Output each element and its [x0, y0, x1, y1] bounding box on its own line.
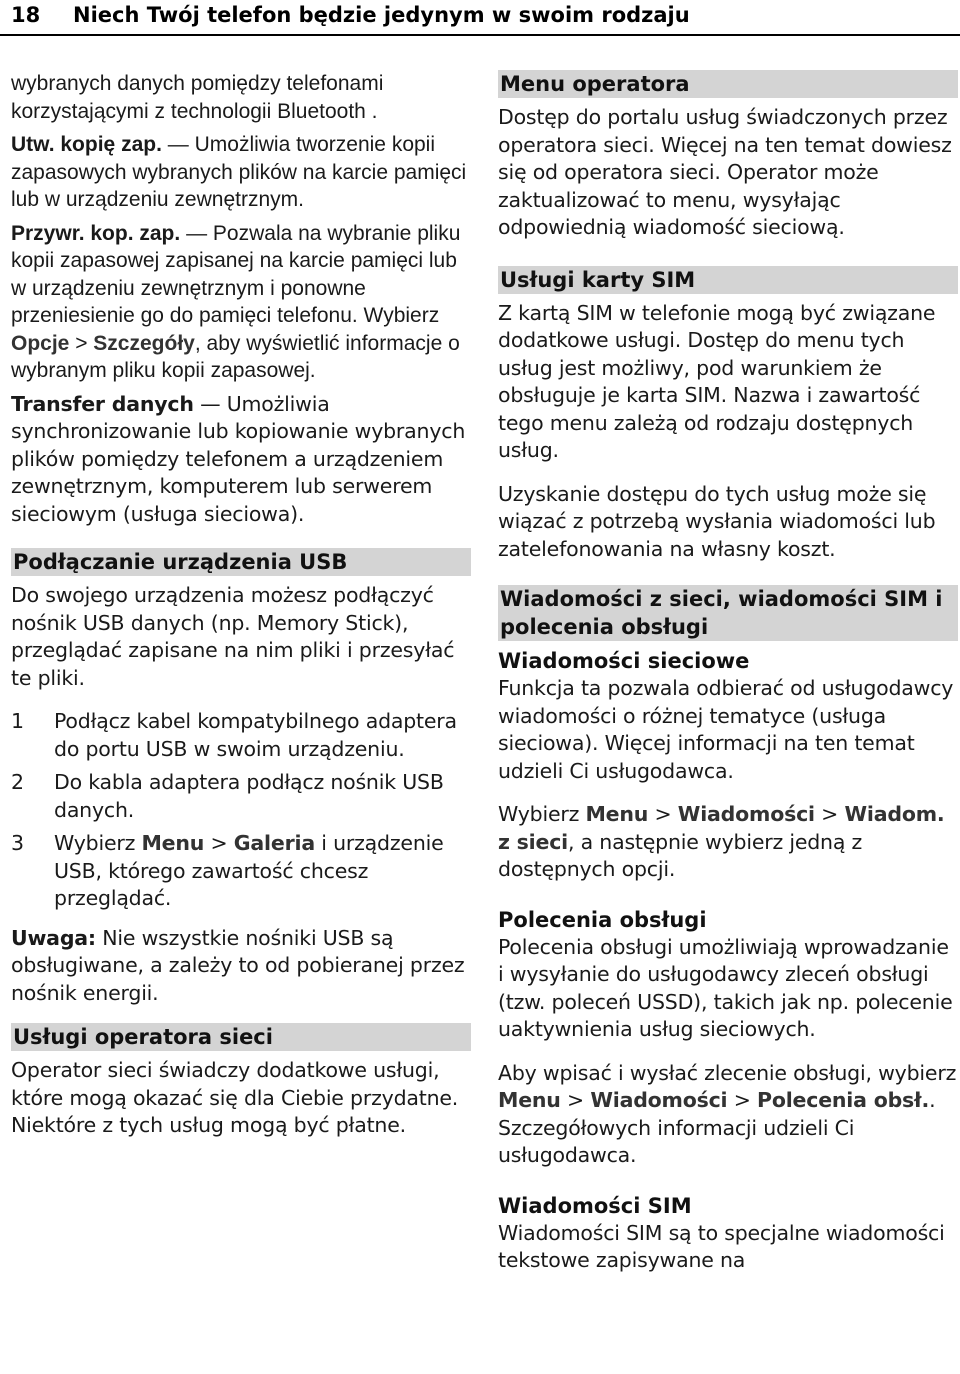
path-suffix: , a następnie wybierz jedną z dostępnych opcji. — [498, 829, 863, 881]
menu-option-menu: Menu — [585, 802, 649, 826]
sim-services-paragraph-2: Uzyskanie dostępu do tych usług może się wiązać z potrzebą wysłania wiadomości lub zatelefonowania na własny koszt. — [498, 481, 936, 561]
step-suffix: i urządzenie USB, którego zawartość chcesz przeglądać. — [54, 831, 444, 910]
menu-option-messages: Wiadomości — [590, 1088, 728, 1112]
menu-option-menu: Menu — [498, 1088, 561, 1112]
backup-paragraph — [11, 131, 471, 214]
transfer-description: — Umożliwia synchronizowanie lub kopiowanie wybranych plików pomiędzy telefonem a urządzeniem zewnętrznym, komputerem lub serwerem sieciowym (usługa sieciowa). — [11, 391, 466, 526]
menu-option-cell-messages: Wiadom. z sieci — [498, 802, 945, 854]
list-item — [11, 708, 471, 763]
path-separator: > — [204, 831, 234, 855]
section-heading-operator-menu: Menu operatora — [498, 70, 958, 98]
path-separator: > — [814, 802, 845, 826]
operator-menu-paragraph: Dostęp do portalu usług świadczonych przez operatora sieci. Więcej na ten temat dowiesz się od operatora sieci. Operator może zaktualizować to menu, wysyłając odpowiednią wiadomość sieciową. — [498, 105, 952, 239]
backup-description: — Umożliwia tworzenie kopii zapasowych wybranych plików na karcie pamięci lub w urządzeniu zewnętrznym. — [11, 133, 467, 211]
sim-messages-paragraph: Wiadomości SIM są to specjalne wiadomości tekstowe zapisywane na — [498, 1220, 945, 1272]
usb-note — [11, 925, 471, 1008]
note-text: Nie wszystkie nośniki USB są obsługiwane, a zależy to od pobieranej przez nośnik energii. — [11, 925, 465, 1005]
step-number: 1 — [11, 709, 24, 733]
menu-option-gallery: Galeria — [233, 831, 315, 855]
cell-broadcast-path-paragraph — [498, 801, 958, 884]
section-heading-operator: Usługi operatora sieci — [11, 1023, 471, 1051]
list-item — [11, 830, 471, 913]
restore-end: , aby wyświetlić informacje o wybranym pliku kopii zapasowej. — [11, 331, 460, 382]
subheading-sim-messages: Wiadomości SIM — [498, 1193, 692, 1218]
path-separator: > — [648, 802, 678, 826]
step-number: 3 — [11, 831, 24, 855]
section-heading-sim-services: Usługi karty SIM — [498, 266, 958, 294]
path-separator: > — [727, 1088, 758, 1112]
operator-paragraph: Operator sieci świadczy dodatkowe usługi, które mogą okazać się dla Ciebie przydatne. Niektóre z tych usług mogą być płatne. — [11, 1058, 459, 1137]
usb-paragraph: Do swojego urządzenia możesz podłączyć nośnik USB danych (np. Memory Stick), przeglądać zapisane na nim pliki i przesyłać te pliki. — [11, 583, 455, 690]
step-text: Podłącz kabel kompatybilnego adaptera do portu USB w swoim urządzeniu. — [54, 709, 457, 761]
note-label: Uwaga: — [11, 925, 96, 950]
menu-option-details: Szczegóły — [93, 331, 195, 355]
list-item — [11, 769, 471, 824]
menu-option-service-commands: Polecenia obsł. — [757, 1088, 930, 1112]
path-prefix: Wybierz — [498, 802, 586, 826]
chapter-title: Niech Twój telefon będzie jedynym w swoim rodzaju — [73, 3, 690, 27]
transfer-term: Transfer danych — [11, 391, 194, 416]
path-separator: > — [560, 1088, 591, 1112]
path-separator: > — [69, 331, 94, 355]
service-commands-path-paragraph — [498, 1060, 958, 1170]
restore-paragraph — [11, 220, 471, 385]
cell-broadcast-paragraph: Funkcja ta pozwala odbierać od usługodawcy wiadomości o różnej tematyce (usługa sieciowa). Więcej informacji na ten temat udzieli Ci usługodawca. — [498, 676, 954, 783]
page-header — [0, 0, 960, 36]
backup-term: Utw. kopię zap. — [11, 133, 162, 156]
section-heading-usb: Podłączanie urządzenia USB — [11, 548, 471, 576]
menu-option-messages: Wiadomości — [677, 802, 815, 826]
step-text — [54, 831, 444, 910]
restore-term: Przywr. kop. zap. — [11, 221, 181, 245]
path-suffix: . Szczegółowych informacji udzieli Ci usługodawca. — [498, 1088, 936, 1167]
usb-steps-list — [11, 708, 471, 913]
path-prefix: Aby wpisać i wysłać zlecenie obsługi, wybierz — [498, 1060, 957, 1085]
page-number: 18 — [11, 3, 41, 27]
step-text: Do kabla adaptera podłącz nośnik USB danych. — [54, 770, 444, 822]
sim-services-paragraph-1: Z kartą SIM w telefonie mogą być związane dodatkowe usługi. Dostęp do menu tych usług jest możliwy, pod warunkiem że obsługuje je karta SIM. Nazwa i zawartość tego menu zależą od rodzaju dostępnych usług. — [498, 300, 936, 462]
subheading-cell-broadcast: Wiadomości sieciowe — [498, 649, 750, 673]
section-heading-broadcast: Wiadomości z sieci, wiadomości SIM i polecenia obsługi — [498, 585, 958, 641]
right-column — [498, 70, 958, 1275]
subheading-service-commands: Polecenia obsługi — [498, 907, 707, 932]
step-prefix: Wybierz — [54, 831, 142, 855]
left-column — [11, 70, 471, 1140]
menu-option-menu: Menu — [141, 831, 205, 855]
menu-option-options: Opcje — [11, 331, 70, 355]
transfer-paragraph — [11, 391, 471, 529]
restore-description: — Pozwala na wybranie pliku kopii zapasowej zapisanej na karcie pamięci lub w urządzeniu zewnętrznym i ponowne przeniesienie go do pamięci telefonu. Wybierz — [11, 221, 461, 327]
intro-paragraph: wybranych danych pomiędzy telefonami korzystającymi z technologii Bluetooth . — [11, 72, 384, 123]
service-commands-paragraph: Polecenia obsługi umożliwiają wprowadzanie i wysyłanie do usługodawcy zleceń obsługi (tzw. poleceń USSD), takich jak np. polecenie uaktywnienia usług sieciowych. — [498, 934, 953, 1041]
step-number: 2 — [11, 770, 24, 794]
